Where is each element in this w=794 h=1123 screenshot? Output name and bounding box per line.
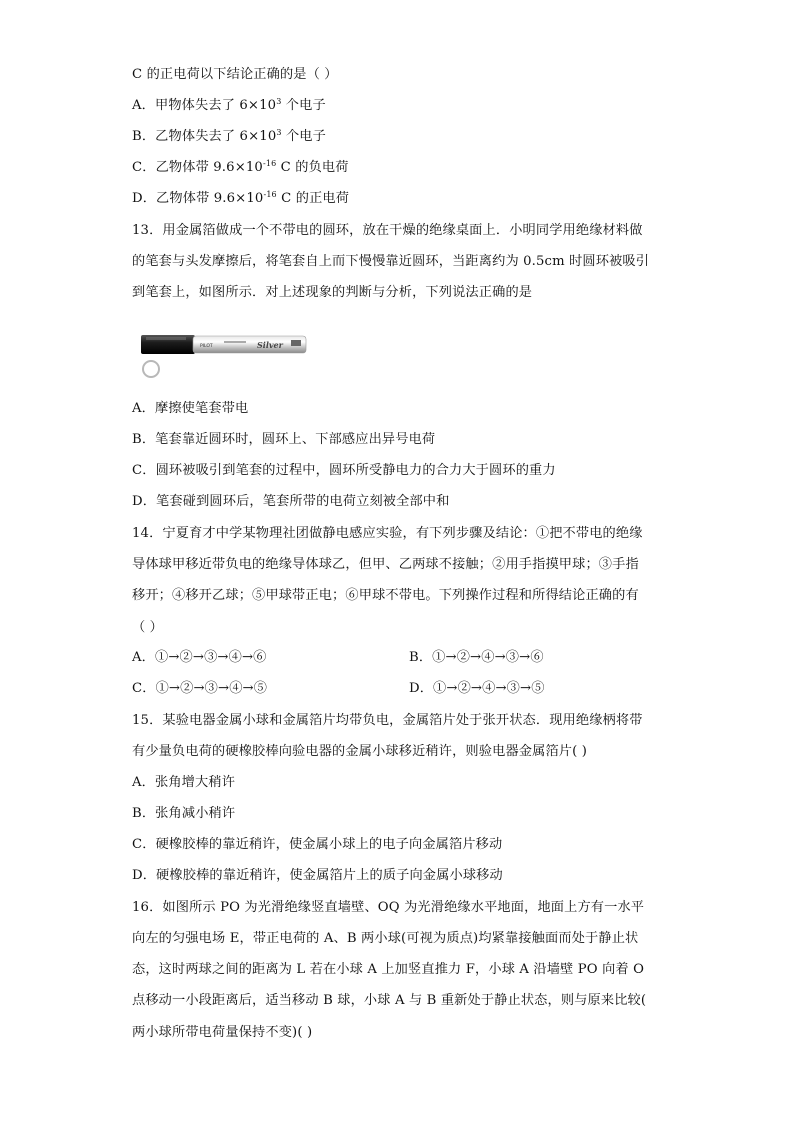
q12-option-c[interactable]: C．乙物体带 $9.6\times 10^{-16}$ C 的负电荷 [132,159,349,175]
q12-option-d[interactable]: D．乙物体带 $9.6\times 10^{-16}$ C 的正电荷 [132,190,350,206]
pen-label-text: PILOT [200,344,213,349]
q16-stem-line-4: 点移动一小段距离后，适当移动 B 球，小球 A 与 B 重新处于静止状态，则与原来比较( [132,993,647,1008]
q14-option-c[interactable]: C．①→②→③→④→⑤ [132,681,268,696]
pen-and-ring-figure [136,331,312,381]
q12-stem-tail: C 的正电荷以下结论正确的是（ ） [132,67,338,82]
q12-option-a[interactable]: A．甲物体失去了 $6\times 10^3$ 个电子 [132,97,326,113]
pen-brand-text: Silver [257,340,283,350]
q12-option-b[interactable]: B．乙物体失去了 $6\times 10^3$ 个电子 [132,128,326,144]
q15-option-a[interactable]: A．张角增大稍许 [132,775,236,790]
q15-option-c[interactable]: C．硬橡胶棒的靠近稍许，使金属小球上的电子向金属箔片移动 [132,837,503,852]
q13-option-d[interactable]: D．笔套碰到圆环后，笔套所带的电荷立刻被全部中和 [132,494,450,509]
q13-option-c[interactable]: C．圆环被吸引到笔套的过程中，圆环所受静电力的合力大于圆环的重力 [132,463,556,478]
foil-ring [143,361,159,377]
q16-stem-line-1: 16．如图所示 PO 为光滑绝缘竖直墙壁、OQ 为光滑绝缘水平地面，地面上方有一水平 [132,900,645,915]
q14-stem-line-1: 14．宁夏育才中学某物理社团做静电感应实验，有下列步骤及结论：①把不带电的绝缘 [132,526,643,541]
q13-stem-line-2: 的笔套与头发摩擦后，将笔套自上而下慢慢靠近圆环，当距离约为 0.5cm 时圆环被吸引 [132,254,650,269]
q13-stem-line-3: 到笔套上，如图所示．对上述现象的判断与分析，下列说法正确的是 [132,285,533,300]
q14-option-b[interactable]: B．①→②→④→③→⑥ [409,650,544,665]
q15-stem-line-2: 有少量负电荷的硬橡胶棒向验电器的金属小球移近稍许，则验电器金属箔片( ) [132,744,588,759]
q14-option-a[interactable]: A．①→②→③→④→⑥ [132,650,267,665]
q16-stem-line-2: 向左的匀强电场 E，带正电荷的 A、B 两小球(可视为质点)均紧靠接触面而处于静止状 [132,931,639,946]
q15-option-d[interactable]: D．硬橡胶棒的靠近稍许，使金属箔片上的质子向金属小球移动 [132,868,503,883]
q16-stem-line-5: 两小球所带电荷量保持不变)( ) [132,1025,313,1040]
q14-stem-line-2: 导体球甲移近带负电的绝缘导体球乙，但甲、乙两球不接触；②用手指摸甲球；③手指 [132,557,639,572]
q13-option-a[interactable]: A．摩擦使笔套带电 [132,401,249,416]
q14-stem-line-3: 移开；④移开乙球；⑤甲球带正电；⑥甲球不带电。下列操作过程和所得结论正确的有 [132,588,639,603]
q14-option-d[interactable]: D．①→②→④→③→⑤ [409,681,545,696]
q16-stem-line-3: 态，这时两球之间的距离为 L 若在小球 A 上加竖直推力 F，小球 A 沿墙壁 PO 向着 O [132,962,645,977]
q15-option-b[interactable]: B．张角减小稍许 [132,806,236,821]
q15-stem-line-1: 15．某验电器金属小球和金属箔片均带负电，金属箔片处于张开状态．现用绝缘柄将带 [132,713,643,728]
q13-option-b[interactable]: B．笔套靠近圆环时，圆环上、下部感应出异号电荷 [132,432,436,447]
q13-stem-line-1: 13．用金属箔做成一个不带电的圆环，放在干燥的绝缘桌面上．小明同学用绝缘材料做 [132,223,643,238]
q14-stem-line-4: （ ） [132,620,164,635]
